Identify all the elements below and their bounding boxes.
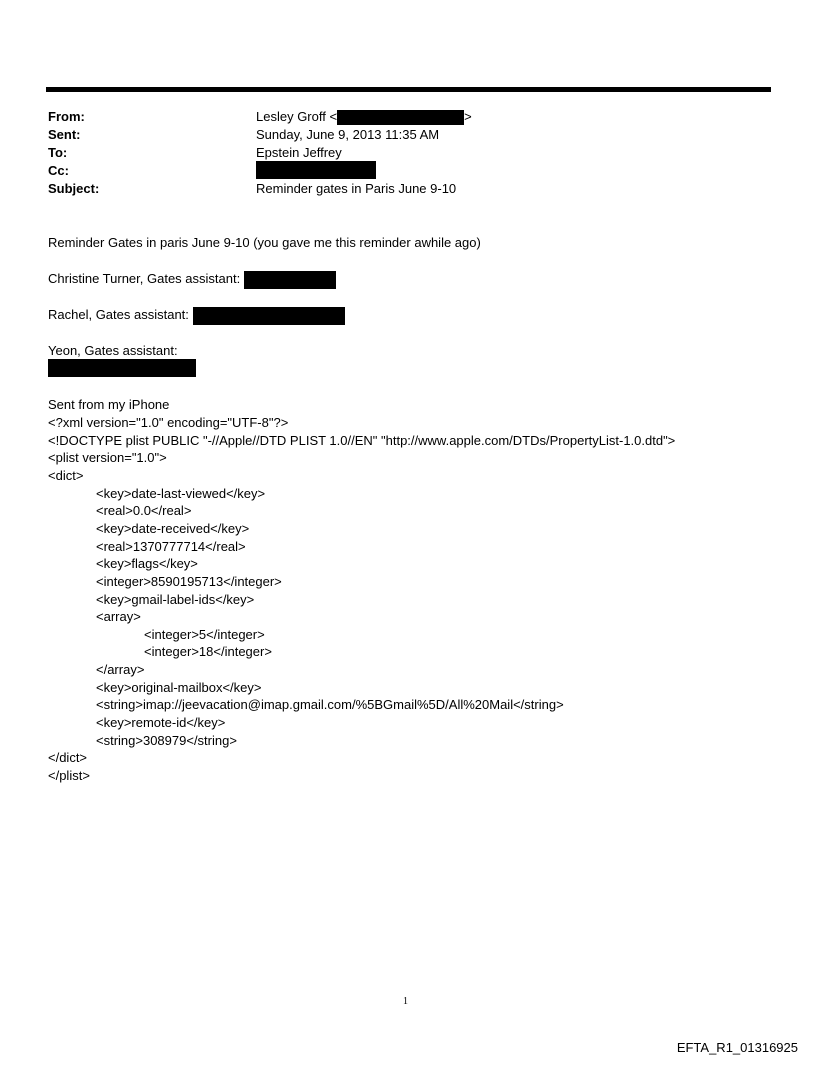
- plist-code-line: <key>remote-id</key>: [96, 715, 226, 731]
- rachel-label: Rachel, Gates assistant:: [48, 307, 189, 322]
- plist-code-line: <integer>18</integer>: [144, 644, 272, 660]
- yeon-label: Yeon, Gates assistant:: [48, 343, 178, 358]
- plist-code-line: <integer>5</integer>: [144, 626, 265, 642]
- sent-from-line: Sent from my iPhone: [48, 397, 170, 412]
- sent-value: Sunday, June 9, 2013 11:35 AM: [256, 127, 440, 142]
- page-number: 1: [403, 996, 408, 1007]
- body-reminder-line: Reminder Gates in paris June 9-10 (you gave me this reminder awhile ago): [48, 235, 481, 250]
- plist-code-line: <key>date-last-viewed</key>: [96, 485, 266, 501]
- subject-label: Subject:: [48, 181, 100, 196]
- yeon-redaction-block: [48, 359, 196, 377]
- plist-code-line: <array>: [96, 609, 141, 625]
- plist-code-line: <string>imap://jeevacation@imap.gmail.com/%5BGmail%5D/All%20Mail</string>: [96, 697, 564, 713]
- cc-label: Cc:: [48, 163, 69, 178]
- plist-code-line: <integer>8590195713</integer>: [96, 573, 282, 589]
- plist-code-line: <!DOCTYPE plist PUBLIC "-//Apple//DTD PLIST 1.0//EN" "http://www.apple.com/DTDs/PropertyList-1.0.dtd">: [48, 432, 676, 448]
- to-value: Epstein Jeffrey: [256, 145, 342, 160]
- bates-number: EFTA_R1_01316925: [676, 1040, 798, 1055]
- plist-code-line: </plist>: [48, 768, 90, 783]
- from-name: Lesley Groff <: [256, 109, 338, 124]
- christine-line: [48, 270, 336, 289]
- to-label: To:: [48, 145, 68, 160]
- rachel-line: [48, 306, 345, 325]
- cc-redaction-block: [256, 161, 376, 179]
- sent-label: Sent:: [48, 127, 81, 142]
- plist-code-line: <key>flags</key>: [96, 556, 198, 572]
- header-rule: [46, 87, 771, 92]
- from-label: From:: [48, 109, 85, 124]
- plist-code-line: <string>308979</string>: [96, 732, 237, 748]
- plist-code-line: <key>date-received</key>: [96, 520, 250, 536]
- plist-code-line: <real>1370777714</real>: [96, 538, 246, 554]
- redaction-block: [244, 271, 336, 289]
- redaction-block: [337, 110, 464, 125]
- christine-label: Christine Turner, Gates assistant:: [48, 271, 241, 286]
- redaction-block: [193, 307, 345, 325]
- plist-code-line: </dict>: [48, 750, 88, 766]
- plist-code-line: <dict>: [48, 467, 84, 483]
- from-value: [256, 108, 472, 125]
- plist-code-line: <?xml version="1.0" encoding="UTF-8"?>: [48, 415, 289, 430]
- plist-code-line: </array>: [96, 662, 145, 678]
- plist-code-line: <real>0.0</real>: [96, 503, 192, 519]
- plist-code-line: <plist version="1.0">: [48, 450, 167, 466]
- subject-value: Reminder gates in Paris June 9-10: [256, 181, 457, 196]
- plist-code-line: <key>original-mailbox</key>: [96, 679, 262, 695]
- plist-code-line: <key>gmail-label-ids</key>: [96, 591, 255, 607]
- from-close: >: [464, 109, 472, 124]
